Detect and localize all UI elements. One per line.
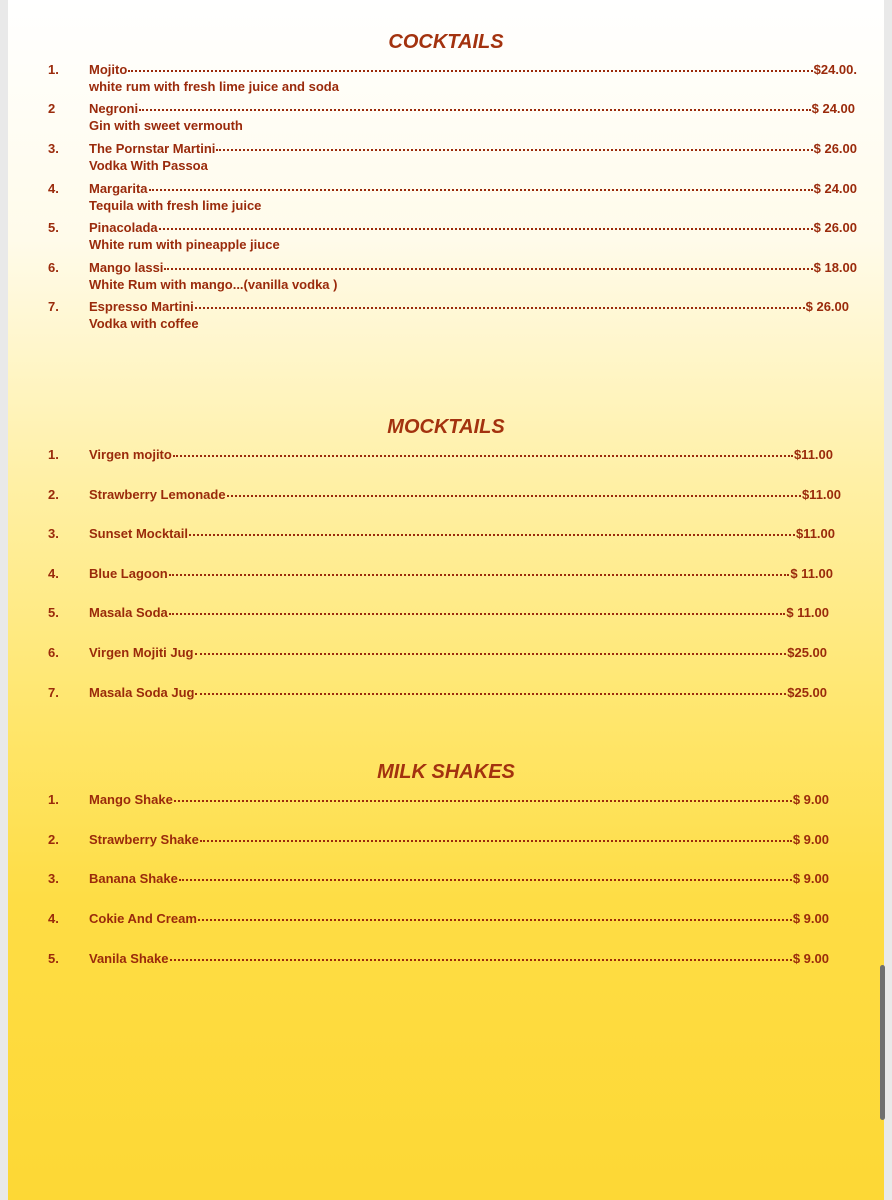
item-price: $25.00: [787, 685, 827, 700]
item-name: Sunset Mocktail: [89, 526, 188, 541]
item-name: Masala Soda: [89, 605, 168, 620]
item-name: Mango Shake: [89, 792, 173, 807]
leader-dots: [195, 652, 787, 655]
leader-dots: [169, 573, 790, 576]
leader-dots: [227, 494, 801, 497]
item-number: 7.: [48, 299, 59, 314]
section-title-milk-shakes: MILK SHAKES: [377, 761, 515, 783]
item-name: Virgen Mojiti Jug: [89, 645, 194, 660]
item-price: $ 9.00: [792, 832, 829, 847]
item-number: 3.: [48, 871, 59, 886]
item-price: $ 26.00: [813, 141, 857, 156]
item-number: 5.: [48, 951, 59, 966]
menu-item: [8, 685, 884, 721]
item-name: Pinacolada: [89, 220, 158, 235]
item-number: 3.: [48, 526, 59, 541]
item-name: Strawberry Shake: [89, 832, 199, 847]
item-price: $ 9.00: [792, 871, 829, 886]
leader-dots: [179, 878, 792, 881]
item-number: 3.: [48, 141, 59, 156]
item-price: $ 26.00: [813, 220, 857, 235]
menu-item: [8, 566, 884, 602]
item-price: $11.00: [801, 487, 841, 502]
item-name: Cokie And Cream: [89, 911, 197, 926]
item-number: 1.: [48, 62, 59, 77]
item-description: White Rum with mango...(vanilla vodka ): [89, 277, 338, 292]
menu-item: [8, 951, 884, 987]
item-name: Espresso Martini: [89, 299, 194, 314]
menu-item: [8, 299, 884, 335]
menu-item: [8, 220, 884, 256]
leader-dots: [128, 69, 812, 72]
item-number: 5.: [48, 220, 59, 235]
item-number: 6.: [48, 260, 59, 275]
item-description: Tequila with fresh lime juice: [89, 198, 262, 213]
menu-item: [8, 605, 884, 641]
item-price: $ 24.00: [813, 181, 857, 196]
item-name: Banana Shake: [89, 871, 178, 886]
leader-dots: [169, 612, 786, 615]
leader-dots: [195, 306, 805, 309]
leader-dots: [149, 188, 813, 191]
menu-item: [8, 526, 884, 562]
item-number: 2.: [48, 832, 59, 847]
menu-item: [8, 447, 884, 483]
item-description: Vodka With Passoa: [89, 158, 208, 173]
section-title-cocktails: COCKTAILS: [388, 31, 504, 53]
scrollbar-thumb[interactable]: [880, 965, 885, 1120]
item-price: $25.00: [787, 645, 827, 660]
item-number: 7.: [48, 685, 59, 700]
item-price: $ 11.00: [790, 566, 833, 581]
menu-page: [8, 0, 884, 1200]
menu-item: [8, 141, 884, 177]
leader-dots: [173, 454, 793, 457]
item-number: 2.: [48, 487, 59, 502]
item-name: Virgen mojito: [89, 447, 172, 462]
menu-item: [8, 911, 884, 947]
item-name: The Pornstar Martini: [89, 141, 216, 156]
section-title-mocktails: MOCKTAILS: [387, 416, 505, 438]
item-price: $ 9.00: [792, 911, 829, 926]
item-number: 1.: [48, 792, 59, 807]
item-description: Vodka with coffee: [89, 316, 199, 331]
item-price: $ 24.00: [811, 101, 855, 116]
item-price: $ 11.00: [786, 605, 829, 620]
item-price: $11.00: [795, 526, 835, 541]
menu-item: [8, 792, 884, 828]
item-number: 1.: [48, 447, 59, 462]
leader-dots: [159, 227, 813, 230]
item-name: Vanila Shake: [89, 951, 169, 966]
item-price: $24.00.: [813, 62, 857, 77]
leader-dots: [170, 958, 792, 961]
item-name: Negroni: [89, 101, 139, 116]
item-price: $ 9.00: [792, 951, 829, 966]
item-price: $11.00: [793, 447, 833, 462]
menu-item: [8, 260, 884, 296]
leader-dots: [189, 533, 795, 536]
item-name: Margarita: [89, 181, 148, 196]
item-price: $ 26.00: [805, 299, 849, 314]
leader-dots: [200, 839, 792, 842]
item-name: Masala Soda Jug: [89, 685, 195, 700]
item-number: 4.: [48, 566, 59, 581]
leader-dots: [216, 148, 812, 151]
leader-dots: [195, 692, 786, 695]
item-number: 5.: [48, 605, 59, 620]
item-name: Mango lassi: [89, 260, 164, 275]
menu-item: [8, 832, 884, 868]
leader-dots: [164, 267, 812, 270]
menu-item: [8, 181, 884, 217]
menu-item: [8, 487, 884, 523]
item-price: $ 18.00: [813, 260, 857, 275]
item-description: White rum with pineapple jiuce: [89, 237, 280, 252]
item-number: 2: [48, 101, 56, 116]
leader-dots: [198, 918, 792, 921]
leader-dots: [174, 799, 792, 802]
leader-dots: [139, 108, 811, 111]
menu-item: [8, 62, 884, 98]
item-price: $ 9.00: [792, 792, 829, 807]
item-name: Blue Lagoon: [89, 566, 168, 581]
menu-item: [8, 101, 884, 137]
item-number: 4.: [48, 181, 59, 196]
item-description: Gin with sweet vermouth: [89, 118, 243, 133]
item-name: Strawberry Lemonade: [89, 487, 226, 502]
menu-item: [8, 645, 884, 681]
item-name: Mojito: [89, 62, 128, 77]
item-number: 6.: [48, 645, 59, 660]
menu-item: [8, 871, 884, 907]
item-number: 4.: [48, 911, 59, 926]
item-description: white rum with fresh lime juice and soda: [89, 79, 339, 94]
